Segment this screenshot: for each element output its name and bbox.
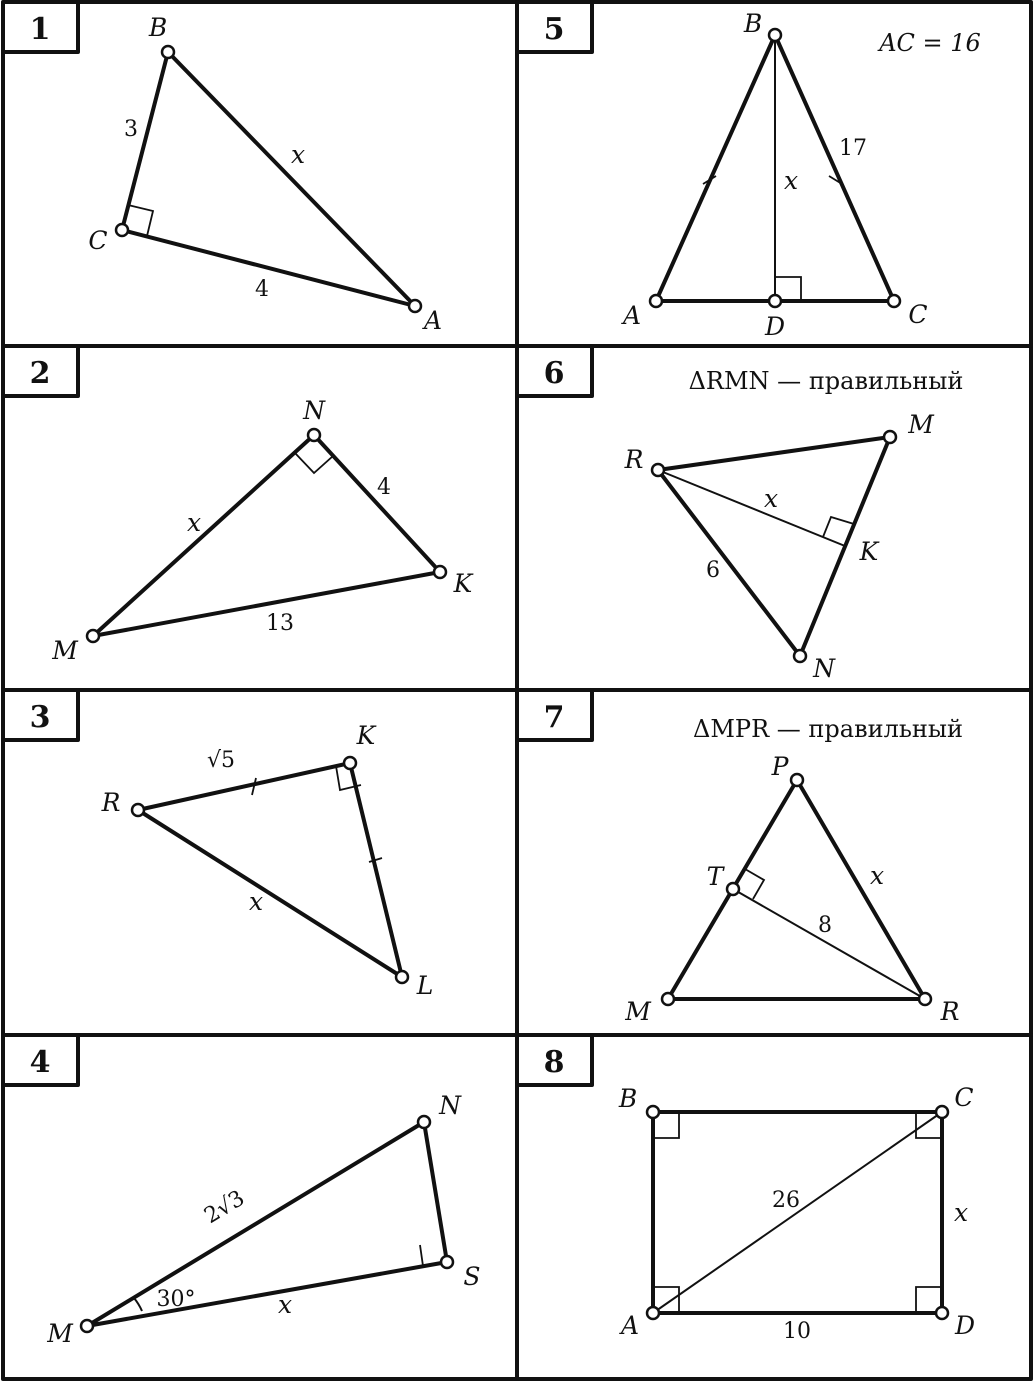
point-m [87,630,99,642]
point-r [132,804,144,816]
point-n [308,429,320,441]
point-r [919,993,931,1005]
problem-number: 8 [543,1045,565,1080]
problem-4 [3,1035,481,1348]
vertex-label-a: A [423,306,443,335]
problem-1 [3,2,442,335]
problem-number: 2 [29,356,51,391]
problem-number-box [3,346,78,396]
problem-2 [3,346,474,665]
triangle-rmn [658,437,890,656]
side-label-pr: x [869,861,885,890]
problem-number-box [517,690,592,740]
vertex-label-p: P [771,752,789,781]
vertex-label-r: R [624,445,644,474]
side-label-cd: x [953,1198,969,1227]
point-r [652,464,664,476]
point-l [396,971,408,983]
point-b [162,46,174,58]
problem-condition: ΔRMN — правильный [688,367,964,395]
vertex-label-t: T [706,862,724,891]
point-m [662,993,674,1005]
altitude-label-bd: x [783,166,799,195]
problem-number-box [517,2,592,52]
problem-number-box [517,346,592,396]
point-a [647,1307,659,1319]
problem-condition: AC = 16 [879,29,981,57]
point-c [888,295,900,307]
altitude-label-rk: x [763,484,779,513]
point-m [81,1320,93,1332]
vertex-label-b: B [743,9,763,38]
vertex-label-m: M [908,410,934,439]
point-m [884,431,896,443]
point-n [418,1116,430,1128]
vertex-label-c: C [908,300,928,329]
point-a [650,295,662,307]
vertex-label-n: N [303,396,325,425]
problem-6 [517,346,963,683]
right-angle-mark-n [295,453,333,473]
vertex-label-r: R [101,788,121,817]
problem-number: 7 [543,700,565,735]
point-a [409,300,421,312]
vertex-label-r: R [940,997,960,1026]
side-label-ca: 4 [255,277,269,302]
vertex-label-d: D [954,1311,976,1340]
vertex-label-b: B [148,13,168,42]
vertex-label-k: K [453,569,473,598]
point-b [769,29,781,41]
side-label-bc: 17 [839,136,867,161]
side-label-rl: x [248,887,264,916]
vertex-label-l: L [416,971,434,1000]
vertex-label-s: S [463,1262,481,1291]
side-label-mk: 13 [266,611,294,636]
triangle-mnk [93,435,440,636]
side-label-ms: x [277,1290,293,1319]
problem-number: 1 [29,12,51,47]
vertex-label-c: C [88,226,108,255]
problem-8 [517,1035,975,1344]
problem-number: 4 [29,1045,51,1080]
vertex-label-k: K [356,721,376,750]
right-angle-mark-t [745,869,764,899]
problem-condition: ΔMPR — правильный [693,715,963,743]
side-label-ab: x [290,140,306,169]
problem-number: 5 [543,12,565,47]
point-k [344,757,356,769]
point-k [434,566,446,578]
vertex-label-m: M [625,997,651,1026]
angle-arc-m [134,1298,142,1311]
vertex-label-a: A [620,1311,640,1340]
point-s [441,1256,453,1268]
angle-label-m: 30° [156,1287,196,1312]
side-label-mn: x [186,508,202,537]
problem-number-box [3,1035,78,1085]
problem-number-box [517,1035,592,1085]
point-d [769,295,781,307]
side-label-rn: 6 [706,558,720,583]
problem-3 [3,690,433,1000]
vertex-label-n: N [439,1091,461,1120]
triangle-rkl [138,763,402,977]
point-t [727,883,739,895]
point-b [647,1106,659,1118]
point-c [936,1106,948,1118]
point-d [936,1307,948,1319]
vertex-label-k: K [859,537,879,566]
side-label-nk: 4 [377,475,391,500]
vertex-label-a: A [622,301,642,330]
altitude-label-tr: 8 [818,913,832,938]
problem-number-box [3,2,78,52]
problem-5 [517,2,981,341]
vertex-label-c: C [954,1083,974,1112]
point-p [791,774,803,786]
point-c [116,224,128,236]
vertex-label-m: M [52,636,78,665]
vertex-label-b: B [618,1084,638,1113]
triangle-abc [122,52,415,306]
vertex-label-d: D [764,312,786,341]
problem-number: 3 [29,700,51,735]
vertex-label-n: N [813,654,835,683]
triangle-mns [87,1122,447,1326]
side-label-ad: 10 [783,1319,811,1344]
point-n [794,650,806,662]
side-label-bc: 3 [124,117,138,142]
problem-number-box [3,690,78,740]
problem-7 [517,690,963,1026]
side-label-mn: 2√3 [200,1185,250,1229]
side-label-rk: √5 [206,748,236,773]
diagonal-label-ac: 26 [772,1188,800,1213]
altitude-rt [733,889,925,999]
vertex-label-m: M [47,1319,73,1348]
problem-number: 6 [543,356,565,391]
